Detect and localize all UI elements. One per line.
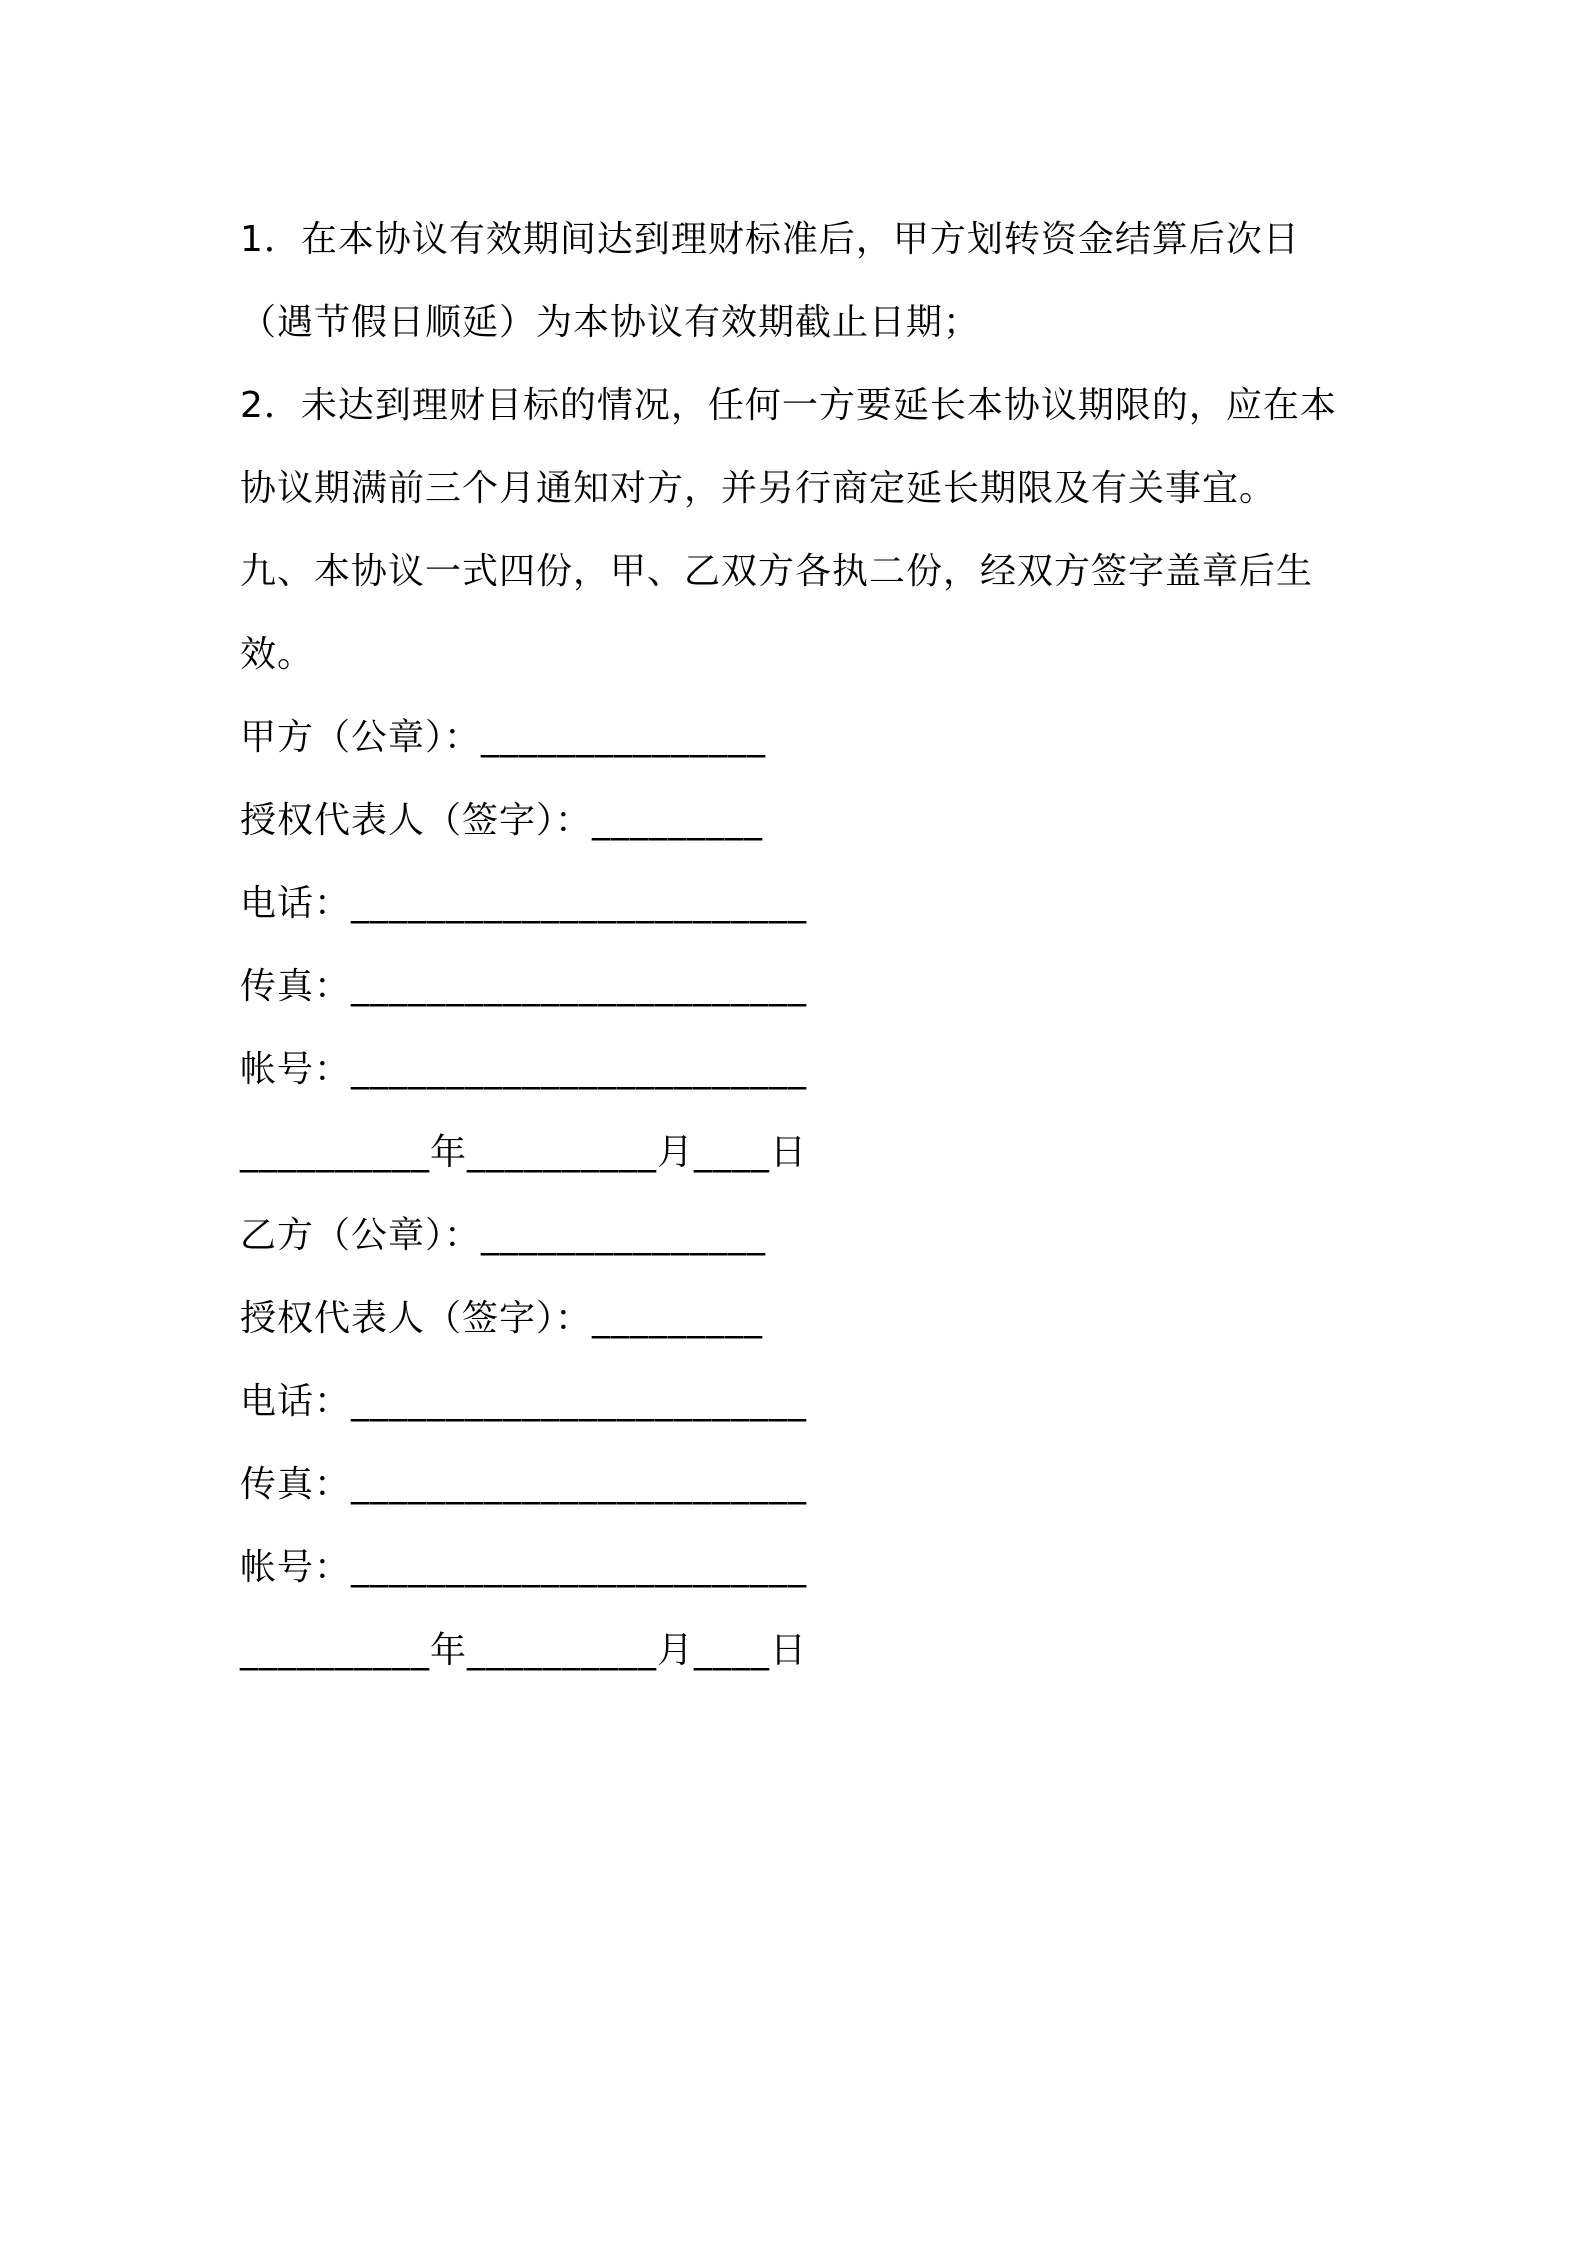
party-a-date-field: __________年__________月____日 [240,1132,807,1173]
party-a-fax-field: 传真：________________________ [240,966,808,1007]
party-b-phone-field: 电话：________________________ [240,1381,808,1422]
party-a-seal-field: 甲方（公章）：_______________ [240,717,767,758]
party-b-seal-field: 乙方（公章）：_______________ [240,1215,767,1256]
party-a-signature-block [240,696,1360,1194]
clause-2: 2．未达到理财目标的情况，任何一方要延长本协议期限的，应在本协议期满前三个月通知对方，并另行商定延长期限及有关事宜。 [240,385,1337,509]
clause-9: 九、本协议一式四份，甲、乙双方各执二份，经双方签字盖章后生效。 [240,551,1314,675]
party-a-phone-field: 电话：________________________ [240,883,808,924]
party-b-date-field: __________年__________月____日 [240,1630,807,1671]
party-b-account-field: 帐号：________________________ [240,1547,808,1588]
party-a-account-field: 帐号：________________________ [240,1049,808,1090]
party-b-signature-block [240,1194,1360,1692]
clause-1: 1．在本协议有效期间达到理财标准后，甲方划转资金结算后次日（遇节假日顺延）为本协议有效期截止日期； [240,219,1300,343]
party-a-representative-field: 授权代表人（签字）：_________ [240,800,764,841]
party-b-fax-field: 传真：________________________ [240,1464,808,1505]
document-body [240,198,1360,1692]
party-b-representative-field: 授权代表人（签字）：_________ [240,1298,764,1339]
